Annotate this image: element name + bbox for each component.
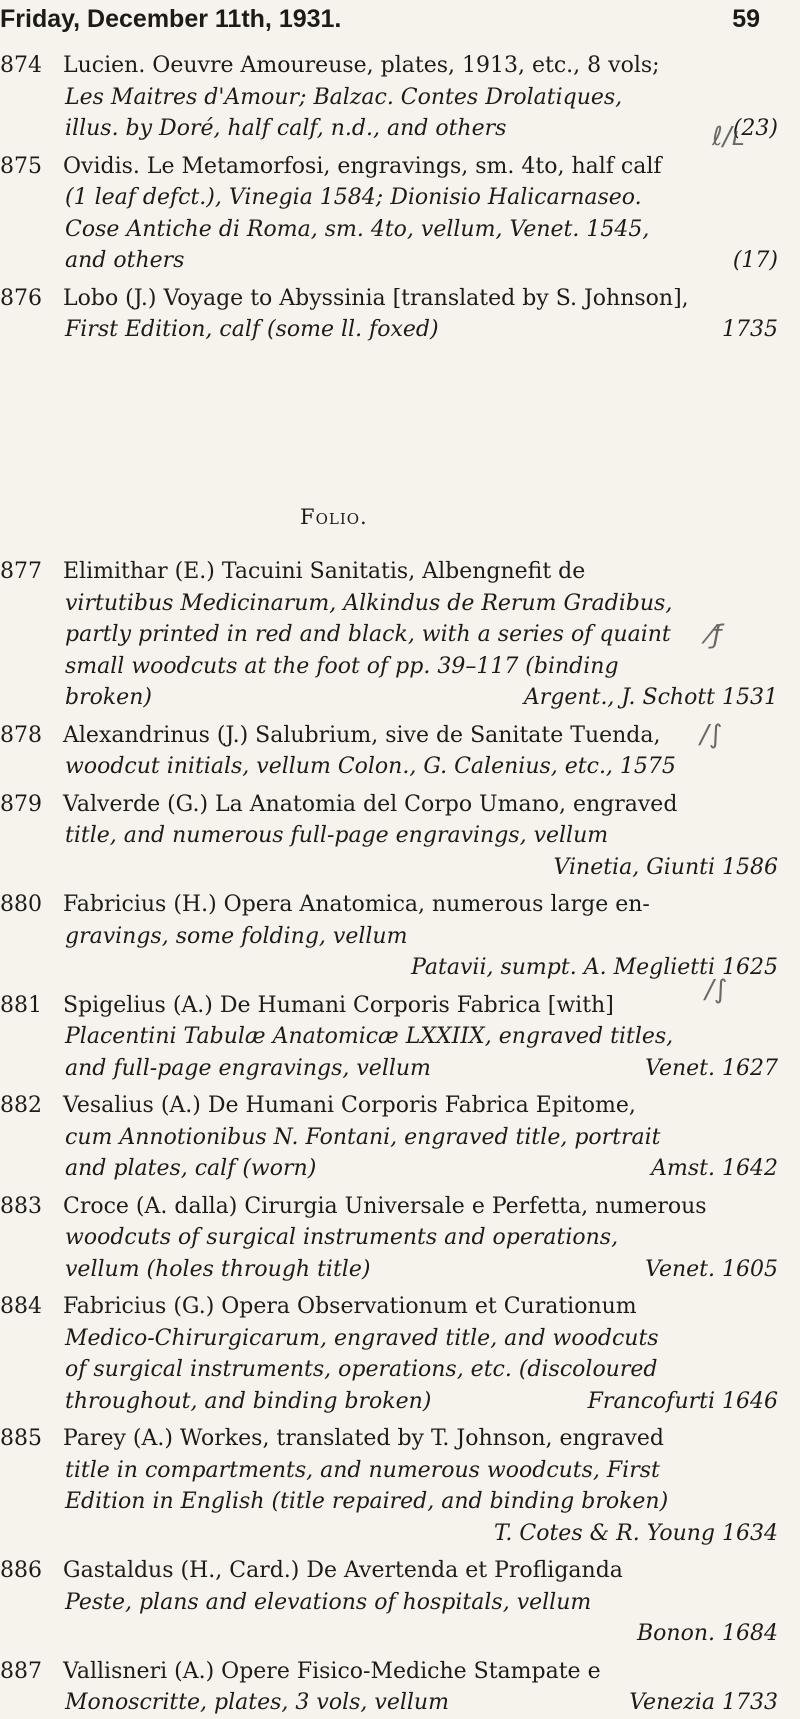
lot-number: 887 <box>0 1658 42 1684</box>
lot-entry-884 <box>0 1291 780 1417</box>
lot-line <box>63 852 778 884</box>
lot-imprint: (23) <box>732 116 778 141</box>
handwritten-margin-mark: /∫ <box>705 975 728 1005</box>
lot-line <box>63 1518 778 1550</box>
lot-line-text: Medico-Chirurgicarum, engraved title, and woodcuts <box>65 1325 659 1351</box>
lot-line-text: woodcuts of surgical instruments and operations, <box>65 1225 619 1250</box>
lot-line <box>63 1455 778 1487</box>
lot-imprint: (17) <box>732 248 778 273</box>
lot-line <box>63 1291 778 1323</box>
lot-imprint: Argent., J. Schott 1531 <box>523 685 778 710</box>
section-heading-folio: Folio. <box>300 505 368 529</box>
lot-imprint: Venet. 1627 <box>645 1055 778 1081</box>
lot-line-text: and others <box>65 248 185 273</box>
lot-line <box>63 1656 778 1688</box>
lot-line-text: Valverde (G.) La Anatomia del Corpo Umano, engraved <box>63 791 678 817</box>
lot-line-text: Peste, plans and elevations of hospitals, vellum <box>65 1589 592 1615</box>
lot-line-text: Edition in English (title repaired, and binding broken) <box>65 1489 669 1514</box>
lot-imprint: Venezia 1733 <box>629 1690 778 1715</box>
lot-line <box>63 789 778 821</box>
lot-line <box>63 1021 778 1053</box>
lot-line <box>63 314 778 346</box>
lot-line-text: (1 leaf defct.), Vinegia 1584; Dionisio Halicarnaseo. <box>65 185 642 210</box>
handwritten-margin-mark: ℓ/ʟ <box>712 122 745 152</box>
lot-description <box>63 1555 778 1650</box>
lot-line-text: Lucien. Oeuvre Amoureuse, plates, 1913, etc., 8 vols; <box>63 53 660 78</box>
lot-number: 882 <box>0 1093 42 1118</box>
lot-number: 879 <box>0 791 42 817</box>
lot-line-text: gravings, some folding, vellum <box>65 923 408 949</box>
lot-line <box>63 214 778 246</box>
lot-line-text: woodcut initials, vellum Colon., G. Calenius, etc., 1575 <box>65 754 676 779</box>
lot-imprint: Patavii, sumpt. A. Meglietti 1625 <box>411 955 778 980</box>
lot-line <box>63 82 778 114</box>
lot-line-text: partly printed in red and black, with a series of quaint <box>65 622 671 647</box>
lot-line-text: and full-page engravings, vellum <box>65 1055 431 1081</box>
lot-description <box>63 50 778 145</box>
lot-description <box>63 1191 778 1286</box>
lot-line-text: title, and numerous full-page engravings, vellum <box>65 823 609 848</box>
lot-entry-880 <box>0 889 780 984</box>
lot-description <box>63 1656 778 1719</box>
lot-line <box>63 682 778 714</box>
lot-line-text: throughout, and binding broken) <box>65 1388 432 1414</box>
lot-line <box>63 1555 778 1587</box>
lot-line <box>63 1354 778 1386</box>
handwritten-margin-mark: ⁄ƒ <box>708 620 722 650</box>
lot-imprint: Amst. 1642 <box>651 1156 778 1181</box>
lot-entry-878 <box>0 720 780 783</box>
lot-line <box>63 952 778 984</box>
lot-line <box>63 1222 778 1254</box>
lot-number: 875 <box>0 153 42 179</box>
lot-number: 878 <box>0 722 42 748</box>
lot-line-text: virtutibus Medicinarum, Alkindus de Rerum Gradibus, <box>65 590 673 616</box>
lot-number: 883 <box>0 1193 42 1219</box>
lot-imprint: Francofurti 1646 <box>587 1388 778 1414</box>
lot-line-text: Parey (A.) Workes, translated by T. Johnson, engraved <box>63 1426 664 1451</box>
lot-line-text: Monoscritte, plates, 3 vols, vellum <box>65 1690 449 1715</box>
lot-line-text: vellum (holes through title) <box>65 1256 371 1282</box>
lot-line <box>63 651 778 683</box>
lot-line <box>63 1254 778 1286</box>
lot-number: 886 <box>0 1558 42 1583</box>
lot-line-text: Alexandrinus (J.) Salubrium, sive de Sanitate Tuenda, <box>63 722 661 748</box>
lot-line-text: illus. by Doré, half calf, n.d., and others <box>65 116 507 141</box>
lot-line <box>63 588 778 620</box>
page-header <box>0 0 800 40</box>
lot-line <box>63 619 778 651</box>
lot-imprint: Vinetia, Giunti 1586 <box>553 854 778 880</box>
lot-entry-885 <box>0 1423 780 1549</box>
lot-line <box>63 556 778 588</box>
lot-line-text: cum Annotionibus N. Fontani, engraved title, portrait <box>65 1124 661 1150</box>
lot-imprint: Bonon. 1684 <box>637 1621 778 1646</box>
lot-entry-879 <box>0 789 780 884</box>
lot-line-text: Vesalius (A.) De Humani Corporis Fabrica Epitome, <box>63 1093 636 1118</box>
lot-description <box>63 789 778 884</box>
lot-line <box>63 1386 778 1418</box>
lot-line-text: First Edition, calf (some ll. foxed) <box>65 317 439 342</box>
lot-line <box>63 151 778 183</box>
lot-entry-886 <box>0 1555 780 1650</box>
lot-description <box>63 1291 778 1417</box>
lot-line <box>63 1153 778 1185</box>
lot-line <box>63 889 778 921</box>
lot-description <box>63 556 778 714</box>
lot-line-text: Fabricius (H.) Opera Anatomica, numerous large en- <box>63 892 650 917</box>
lot-imprint: T. Cotes & R. Young 1634 <box>493 1520 778 1546</box>
lot-line <box>63 1587 778 1619</box>
lot-line <box>63 751 778 783</box>
lot-line-text: broken) <box>65 685 152 710</box>
lot-line-text: Placentini Tabulæ Anatomicæ LXXIIX, engraved titles, <box>65 1024 674 1049</box>
lot-line <box>63 1053 778 1085</box>
lot-line-text: Cose Antiche di Roma, sm. 4to, vellum, Venet. 1545, <box>65 216 650 242</box>
lot-number: 876 <box>0 285 42 311</box>
lot-description <box>63 283 778 346</box>
lot-line <box>63 1122 778 1154</box>
lot-line <box>63 990 778 1022</box>
lot-line <box>63 182 778 214</box>
lot-entry-874 <box>0 50 780 145</box>
lot-number: 881 <box>0 992 42 1018</box>
lot-line <box>63 113 778 145</box>
lot-line-text: Spigelius (A.) De Humani Corporis Fabrica [with] <box>63 992 614 1018</box>
lot-description <box>63 990 778 1085</box>
lot-line-text: Fabricius (G.) Opera Observationum et Curationum <box>63 1294 637 1319</box>
lot-line <box>63 1687 778 1719</box>
lot-entry-875 <box>0 151 780 277</box>
lot-line-text: title in compartments, and numerous woodcuts, First <box>65 1457 660 1483</box>
lot-number: 874 <box>0 53 42 78</box>
lot-line-text: Lobo (J.) Voyage to Abyssinia [translated by S. Johnson], <box>63 285 689 311</box>
lot-entry-882 <box>0 1090 780 1185</box>
lot-line <box>63 1191 778 1223</box>
lot-line-text: Ovidis. Le Metamorfosi, engravings, sm. 4to, half calf <box>63 153 662 179</box>
lot-line-text: Gastaldus (H., Card.) De Avertenda et Profliganda <box>63 1558 623 1583</box>
lot-entry-877 <box>0 556 780 714</box>
lot-line-text: Croce (A. dalla) Cirurgia Universale e Perfetta, numerous <box>63 1193 707 1219</box>
lot-description <box>63 1090 778 1185</box>
sale-date: Friday, December 11th, 1931. <box>0 5 342 33</box>
lot-imprint: Venet. 1605 <box>645 1256 778 1282</box>
lot-description <box>63 720 778 783</box>
lot-description <box>63 889 778 984</box>
lot-line <box>63 720 778 752</box>
page-number: 59 <box>732 5 760 33</box>
handwritten-margin-mark: /∫ <box>700 720 723 750</box>
lot-line-text: of surgical instruments, operations, etc. (discoloured <box>65 1357 658 1382</box>
lot-line <box>63 245 778 277</box>
lot-description <box>63 1423 778 1549</box>
lot-line-text: Vallisneri (A.) Opere Fisico-Mediche Stampate e <box>63 1658 601 1684</box>
lot-line <box>63 283 778 315</box>
lot-description <box>63 151 778 277</box>
lot-line <box>63 1423 778 1455</box>
lot-entry-887 <box>0 1656 780 1719</box>
lot-line <box>63 50 778 82</box>
lot-line <box>63 820 778 852</box>
lot-line <box>63 1486 778 1518</box>
lot-line <box>63 1618 778 1650</box>
lot-number: 884 <box>0 1294 42 1319</box>
lot-number: 880 <box>0 892 42 917</box>
lot-line-text: Les Maitres d'Amour; Balzac. Contes Drolatiques, <box>65 84 623 110</box>
lot-number: 885 <box>0 1426 42 1451</box>
lot-number: 877 <box>0 559 42 584</box>
lot-entry-881 <box>0 990 780 1085</box>
lot-line <box>63 921 778 953</box>
lot-line <box>63 1090 778 1122</box>
lot-line-text: small woodcuts at the foot of pp. 39–117 (binding <box>65 653 619 679</box>
lot-line <box>63 1323 778 1355</box>
lot-entry-876 <box>0 283 780 346</box>
lot-entry-883 <box>0 1191 780 1286</box>
lot-line-text: and plates, calf (worn) <box>65 1156 317 1181</box>
lot-line-text: Elimithar (E.) Tacuini Sanitatis, Albengnefit de <box>63 559 586 584</box>
lot-imprint: 1735 <box>722 317 778 342</box>
